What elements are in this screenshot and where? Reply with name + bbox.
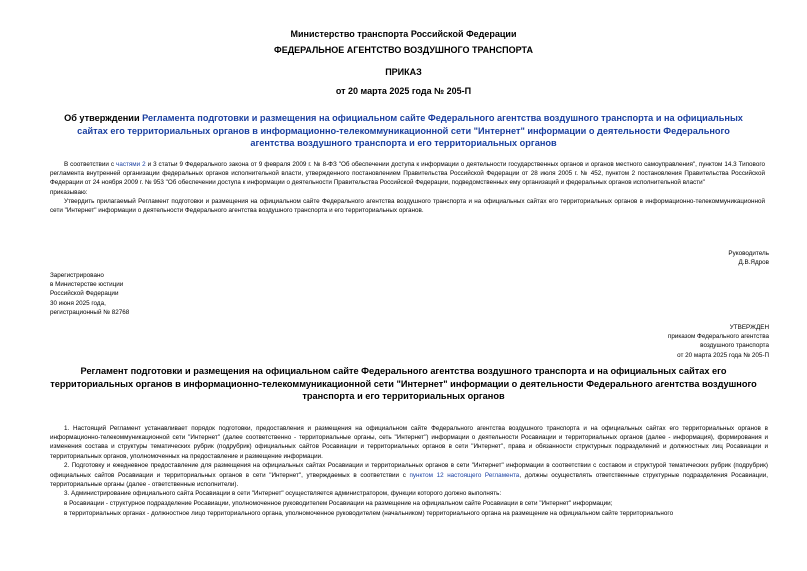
- registration-block: [50, 271, 250, 317]
- title-prefix: Об утверждении: [64, 113, 143, 123]
- document-type: ПРИКАЗ: [385, 67, 422, 77]
- law-link-parts[interactable]: частями 2: [116, 161, 146, 168]
- paragraph-12-link[interactable]: пунктом 12 настоящего Регламента: [409, 471, 520, 479]
- preamble-text: и: [145, 161, 154, 168]
- approve-text: Утвердить прилагаемый: [64, 197, 139, 205]
- approval-line: УТВЕРЖДЕН: [729, 324, 769, 331]
- reglament-title: Регламент подготовки и размещения на официальном сайте Федерального агентства воздушного транспорта и на официальных сайтах его территориальных органов в информационно-телекоммуникационной сети "Интернет" информации о деятельности Федерального агентства воздушного транспорта и его территориальных органов: [50, 366, 757, 401]
- body-paragraph: 1. Настоящий Регламент устанавливает порядок подготовки, предоставления и размещения на официальном сайте Федерального агентства воздушного транспорта и на официальных сайтах его территориальных органов в информационно-телекоммуникационной сети "Интернет" (далее соответственно - территориальные органы, сеть "Интернет") информации о деятельности Росавиации и территориальных органов (далее - информация), формирования и изменения состава и структуры тематических рубрик (подрубрик) официальных сайтов Росавиации и территориальных органов в сети "Интернет", права и обязанности структурных подразделений и должностных лиц Росавиации и территориальных органов, уполномоченных на предоставление и размещение информации.: [50, 425, 768, 460]
- law-link-article[interactable]: 3 статьи 9 Федерального закона от 9 февраля 2009 г. № 8-ФЗ "Об обеспечении доступа к информации о деятельности государственных органов и органов местного самоуправления", пунктом 14.3 Типового регламента внутренней организации федеральных органов исполнительной власти, утвержденного постановлением Правительства Российской Федерации от 28 июля 2005 г. № 452, пунктом 2 постановления Правительства Российской Федерации от 24 ноября 2009 г. № 953 "Об обеспечении доступа к информации о деятельности Правительства Российской Федерации, подведомственных ему организаций и федеральных органов исполнительной власти": [50, 161, 765, 187]
- signature-name: Д.В.Ядров: [738, 259, 769, 267]
- registration-line: регистрационный № 82768: [50, 308, 130, 316]
- reglament-body: [50, 424, 768, 519]
- body-paragraph: в территориальных органах - должностное лицо территориального органа, уполномоченное руководителем (начальником) территориального органа на размещение на официальном сайте территориального: [64, 509, 674, 517]
- order-word: приказываю:: [50, 188, 88, 196]
- reglament-link[interactable]: Регламент подготовки и размещения на официальном сайте Федерального агентства воздушного транспорта и на официальных сайтах его территориальных органов в информационно-телекоммуникационной сети "Интернет" информации о деятельности Федерального агентства воздушного транспорта и его территориальных органов: [50, 197, 766, 215]
- document-title: [60, 112, 747, 150]
- registration-line: 30 июня 2025 года,: [50, 299, 106, 307]
- registration-line: в Министерстве юстиции: [50, 281, 124, 289]
- signature-block: [569, 249, 769, 267]
- agency-name: ФЕДЕРАЛЬНОЕ АГЕНТСТВО ВОЗДУШНОГО ТРАНСПОРТА: [274, 45, 533, 55]
- approve-paragraph: [50, 197, 765, 215]
- document-date-number: от 20 марта 2025 года № 205-П: [335, 86, 472, 96]
- ministry-name: Министерство транспорта Российской Федерации: [290, 29, 517, 39]
- approval-line: воздушного транспорта: [700, 342, 769, 350]
- body-paragraph: [50, 461, 768, 489]
- approval-line: от 20 марта 2025 года № 205-П: [677, 351, 769, 359]
- approve-text-end: .: [421, 207, 424, 215]
- preamble-paragraph: [50, 160, 765, 188]
- body-text: , должны осуществлять ответственные структурные подразделения Росавиации, территориальные органы (далее - ответственные исполнители).: [50, 471, 768, 488]
- preamble-text: В соответствии с: [64, 161, 117, 168]
- preamble: [50, 160, 765, 215]
- body-paragraph: в Росавиации - структурное подразделение Росавиации, уполномоченное руководителем Росавиации на размещение на официальном сайте Росавиации в сети "Интернет" информации;: [64, 500, 613, 508]
- registration-line: Зарегистрировано: [50, 272, 104, 279]
- body-text: 2. Подготовку и ежедневное предоставление для размещения на официальных сайтах Росавиации и территориальных органов в сети "Интернет" информации в соответствии с составом и структурой тематических рубрик (подрубрик) официальных сайтов Росавиации и территориальных органов в сети "Интернет", утверждаемых в соответствии с: [50, 462, 768, 479]
- title-link[interactable]: Регламента подготовки и размещения на официальном сайте Федерального агентства воздушного транспорта и на официальных сайтах его территориальных органов в информационно-телекоммуникационной сети "Интернет" информации о деятельности Федерального агентства воздушного транспорта и его территориальных органов: [77, 113, 743, 148]
- body-paragraph: 3. Администрирование официального сайта Росавиации в сети "Интернет" осуществляется администратором, функции которого должно выполнять:: [64, 490, 502, 498]
- approval-line: приказом Федерального агентства: [667, 333, 769, 341]
- registration-line: Российской Федерации: [50, 290, 119, 298]
- approval-stamp: [549, 323, 769, 360]
- signature-position: Руководитель: [728, 250, 769, 257]
